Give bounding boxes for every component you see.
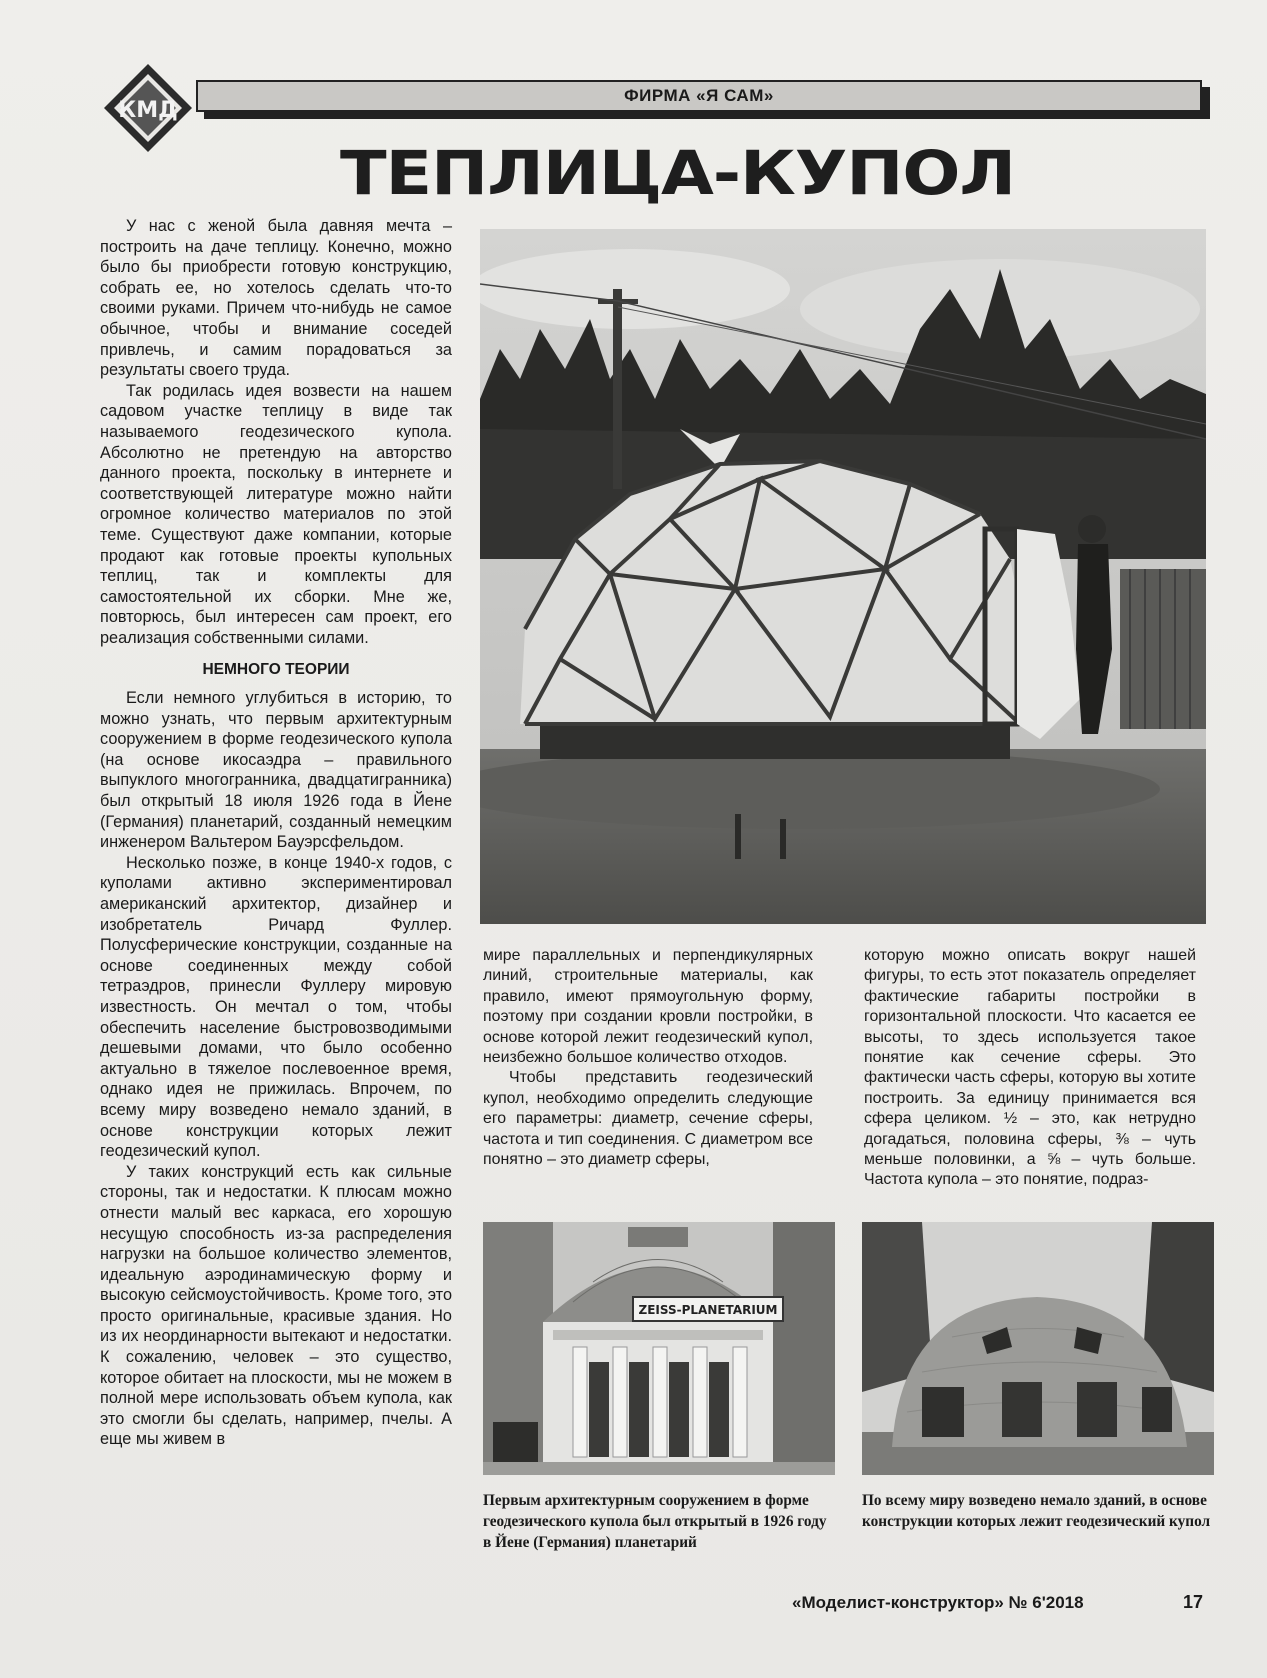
logo-letters: КМД (118, 98, 178, 123)
section-subheading: НЕМНОГО ТЕОРИИ (202, 661, 350, 679)
text-column-3 (864, 946, 1196, 1191)
paragraph: У таких конструкций есть как сильные стороны, так и недостатки. К плюсам можно отнести малый вес каркаса, его хорошую несущую способность из-за распределения нагрузки на большое количество элементов, идеальную аэродинамическую форму и высокую сейсмоустойчивость. Кроме того, это просто оригинальные, красивые здания. Но из их неординарности вытекают и недостатки. К сожалению, человек – это существо, которое обитает на плоскости, мы не можем в полной мере использовать объем купола, как это смогли бы сделать, например, пчелы. А еще мы живем в (100, 1162, 452, 1449)
article-title: ТЕПЛИЦА-КУПОЛ (340, 138, 1015, 209)
dome-house-caption: По всему миру возведено немало зданий, в основе конструкции которых лежит геодезический купол (862, 1492, 1211, 1530)
rubric-bar (196, 80, 1202, 112)
text-column-2 (483, 946, 813, 1170)
rubric-label: ФИРМА «Я САМ» (624, 86, 774, 105)
magazine-issue: «Моделист-конструктор» № 6'2018 (792, 1593, 1084, 1612)
paragraph: Несколько позже, в конце 1940-х годов, с куполами активно экспериментировал американский архитектор, дизайнер и изобретатель Ричард Фуллер. Полусферические конструкции, созданные на основе соединенных между собой тетраэдров, принесли Фуллеру мировую известность. Он мечтал о том, чтобы обеспечить население быстровозводимыми дешевыми домами, что было особенно актуально в тяжелое послевоенное время, однако идея не прижилась. Впрочем, по всему миру возведено немало зданий, в основе конструкции которых лежит геодезический купол. (100, 853, 452, 1161)
paragraph: которую можно описать вокруг нашей фигуры, то есть этот показатель определяет фактические габариты постройки в горизонтальной плоскости. Что касается ее высоты, то здесь используется такое понятие как сечение сферы. Это фактически часть сферы, которую вы хотите построить. За единицу принимается вся сфера целиком. ½ – это, как нетрудно догадаться, половина сферы, ⅜ – чуть меньше половинки, а ⅝ – чуть больше. Частота купола – это понятие, подраз- (864, 947, 1196, 1189)
page-number: 17 (1183, 1592, 1204, 1612)
paragraph: Чтобы представить геодезический купол, необходимо определить следующие его параметры: диаметр, сечение сферы, частота и тип соединения. С диаметром все понятно – это диаметр сферы, (483, 1069, 813, 1169)
paragraph: Если немного углубиться в историю, то можно узнать, что первым архитектурным сооружением в форме геодезического купола (на основе икосаэдра – правильного выпуклого многогранника, двадцатигранника) был открытый 18 июля 1926 года в Йене (Германия) планетарий, созданный немецким инженером Вальтером Бауэрсфельдом. (100, 689, 452, 852)
planetarium-caption: Первым архитектурным сооружением в форме геодезического купола был открытый в 1926 году в Йене (Германия) планетарий (483, 1492, 827, 1551)
dome-house-photo (862, 1222, 1214, 1475)
paragraph: У нас с женой была давняя мечта – построить на даче теплицу. Конечно, можно было бы приобрести готовую конструкцию, собрать ее, но хотелось сделать что-то своими руками. Причем что-нибудь не самое обычное, чтобы и внимание соседей привлечь, и самим порадоваться за результаты своего труда. (100, 217, 452, 380)
greenhouse-dome-photo (480, 229, 1206, 924)
magazine-logo (100, 60, 196, 156)
zeiss-planetarium-photo (483, 1222, 835, 1475)
planetarium-sign: ZEISS-PLANETARIUM (638, 1303, 778, 1317)
paragraph: мире параллельных и перпендикулярных линий, строительные материалы, как правило, имеют прямоугольную форму, поэтому при создании кровли постройки, в основе которой лежит геодезический купол, неизбежно большое количество отходов. (483, 947, 813, 1067)
text-column-1 (100, 216, 452, 1450)
paragraph: Так родилась идея возвести на нашем садовом участке теплицу в виде так называемого геодезического купола. Абсолютно не претендую на авторство данного проекта, поскольку в интернете и соответствующей литературе можно найти огромное количество материалов по этой теме. Существуют даже компании, которые продают как готовые проекты купольных теплиц, так и комплекты для самостоятельной их сборки. Мне же, повторюсь, был интересен сам проект, его реализация собственными силами. (100, 381, 452, 647)
